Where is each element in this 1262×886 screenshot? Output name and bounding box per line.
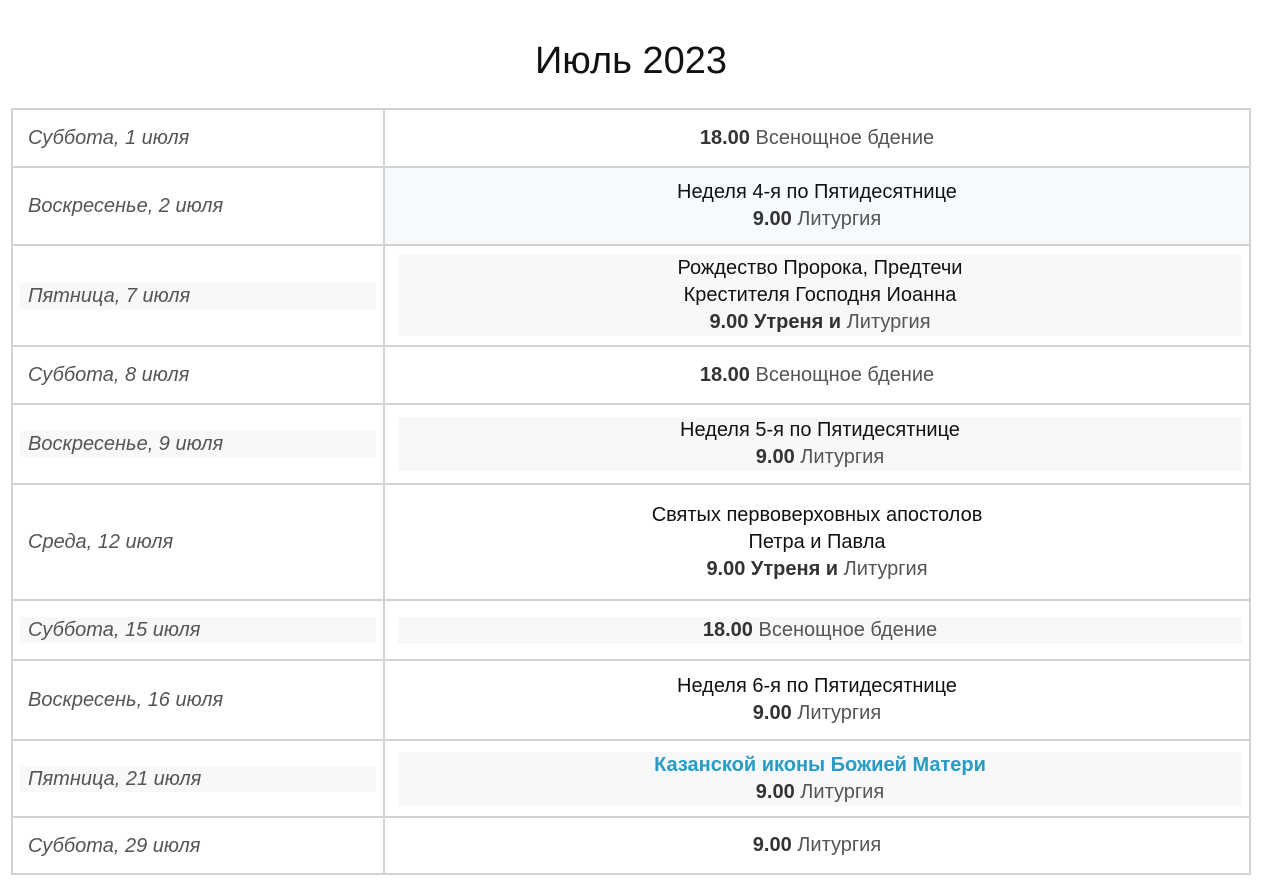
service-line	[700, 125, 934, 152]
service-cell	[385, 661, 1249, 739]
schedule-row	[13, 110, 1249, 168]
service-time: 9.00 Утреня и	[709, 311, 842, 333]
service-time: 18.00	[699, 363, 750, 386]
service-info	[677, 179, 957, 233]
service-name: Литургия	[846, 311, 931, 333]
date-cell	[13, 741, 385, 816]
schedule-row	[13, 818, 1249, 875]
service-cell	[385, 347, 1249, 403]
service-name: Всенощное бдение	[758, 618, 938, 641]
service-name: Литургия	[843, 557, 928, 580]
service-name: Литургия	[797, 208, 882, 230]
feast-title: Петра и Павла	[748, 530, 886, 553]
service-date: Суббота, 1 июля	[28, 127, 190, 149]
service-info	[398, 752, 1242, 806]
schedule-row	[13, 246, 1249, 347]
service-cell	[385, 485, 1249, 599]
service-name: Всенощное бдение	[755, 126, 935, 149]
service-line	[398, 444, 1242, 471]
feast-title: Святых первоверховных апостолов	[651, 503, 983, 526]
service-date: Воскресенье, 9 июля	[20, 431, 376, 457]
schedule-row	[13, 485, 1249, 601]
service-cell	[385, 405, 1249, 483]
schedule-row	[13, 661, 1249, 741]
service-time: 9.00	[755, 780, 795, 803]
service-date: Пятница, 7 июля	[20, 283, 376, 309]
schedule-row	[13, 347, 1249, 405]
service-info	[398, 255, 1242, 336]
service-date: Пятница, 21 июля	[20, 766, 376, 792]
feast-link[interactable]: Казанской иконы Божией Матери	[654, 753, 986, 776]
service-line	[398, 779, 1242, 806]
service-info	[398, 617, 1242, 644]
service-name: Литургия	[800, 446, 885, 468]
date-cell	[13, 485, 385, 599]
service-time: 9.00	[755, 446, 795, 468]
service-time: 18.00	[702, 618, 753, 641]
feast-title: Рождество Пророка, Предтечи	[677, 257, 963, 279]
service-time: 18.00	[699, 126, 750, 149]
feast-title: Неделя 6-я по Пятидесятнице	[677, 675, 957, 697]
date-cell	[13, 110, 385, 166]
service-date: Суббота, 8 июля	[28, 364, 190, 386]
service-time: 9.00	[752, 702, 792, 724]
service-name: Литургия	[797, 834, 882, 856]
service-info	[398, 417, 1242, 471]
service-info	[700, 362, 934, 389]
service-date: Среда, 12 июля	[28, 531, 174, 553]
service-line	[753, 832, 881, 859]
date-cell	[13, 661, 385, 739]
service-name: Всенощное бдение	[755, 363, 935, 386]
service-info	[753, 832, 881, 859]
date-cell	[13, 405, 385, 483]
service-line	[652, 556, 983, 583]
service-cell	[385, 741, 1249, 816]
service-time: 9.00	[752, 834, 792, 856]
service-date: Суббота, 15 июля	[20, 617, 376, 643]
schedule-row	[13, 405, 1249, 485]
service-name: Литургия	[797, 702, 882, 724]
service-cell	[385, 246, 1249, 345]
schedule-row	[13, 741, 1249, 818]
service-info	[677, 673, 957, 727]
date-cell	[13, 347, 385, 403]
feast-title: Крестителя Господня Иоанна	[683, 284, 957, 306]
service-time: 9.00 Утреня и	[706, 557, 839, 580]
service-date: Суббота, 29 июля	[28, 834, 201, 857]
service-line	[677, 700, 957, 727]
service-line	[677, 206, 957, 233]
service-info	[700, 125, 934, 152]
date-cell	[13, 168, 385, 244]
service-line	[398, 309, 1242, 336]
service-info	[652, 502, 983, 583]
service-time: 9.00	[752, 208, 792, 230]
feast-title: Неделя 4-я по Пятидесятнице	[677, 181, 957, 203]
service-cell	[385, 601, 1249, 659]
schedule-table	[11, 108, 1251, 875]
service-date: Воскресенье, 2 июля	[28, 195, 224, 217]
service-line	[700, 362, 934, 389]
date-cell	[13, 818, 385, 873]
service-date: Воскресень, 16 июля	[28, 689, 224, 711]
feast-title: Неделя 5-я по Пятидесятнице	[680, 419, 960, 441]
schedule-row	[13, 601, 1249, 661]
service-name: Литургия	[800, 780, 885, 803]
schedule-row	[13, 168, 1249, 246]
page-title: Июль 2023	[534, 40, 728, 82]
service-cell	[385, 168, 1249, 244]
date-cell	[13, 246, 385, 345]
date-cell	[13, 601, 385, 659]
service-cell	[385, 110, 1249, 166]
service-line	[398, 617, 1242, 644]
service-cell	[385, 818, 1249, 873]
